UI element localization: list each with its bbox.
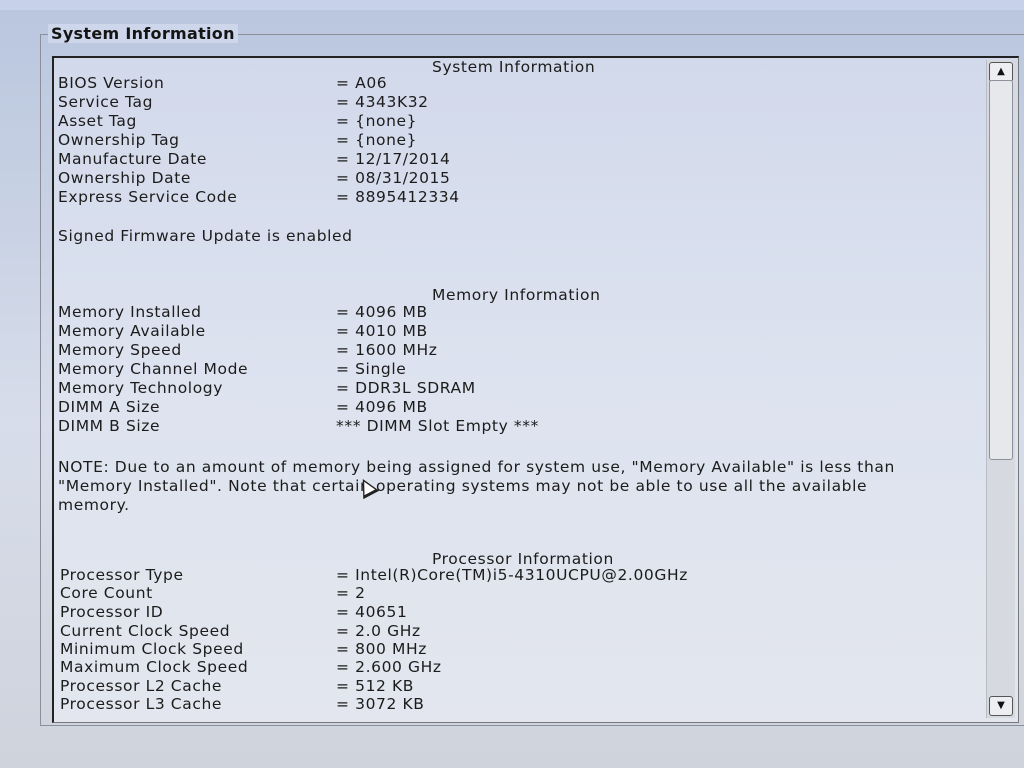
row-value: = 12/17/2014 (336, 150, 451, 168)
top-strip (0, 0, 1024, 10)
info-panel (52, 56, 1019, 723)
row-label: Ownership Tag (58, 131, 180, 149)
row-label: Memory Channel Mode (58, 360, 249, 378)
row-label: Memory Installed (58, 303, 202, 321)
processor-section-title: Processor Information (432, 550, 614, 568)
row-value: = 4343K32 (336, 93, 429, 111)
row-label: Service Tag (58, 93, 154, 111)
row-value: = 2.0 GHz (336, 622, 421, 640)
row-value: = 512 KB (336, 677, 415, 695)
row-label: Processor Type (60, 566, 184, 584)
row-label: Memory Technology (58, 379, 223, 397)
firmware-status: Signed Firmware Update is enabled (58, 227, 353, 245)
arrow-down-icon[interactable]: ▼ (989, 696, 1013, 716)
row-value: = 40651 (336, 603, 408, 621)
row-value: = 4096 MB (336, 398, 428, 416)
row-label: Asset Tag (58, 112, 137, 130)
row-value: = DDR3L SDRAM (336, 379, 476, 397)
row-label: BIOS Version (58, 74, 165, 92)
row-value: = Single (336, 360, 407, 378)
row-value: = 4010 MB (336, 322, 428, 340)
arrow-up-icon[interactable]: ▲ (989, 62, 1013, 82)
row-label: Processor L2 Cache (60, 677, 223, 695)
row-value: = 8895412334 (336, 188, 460, 206)
row-value: *** DIMM Slot Empty *** (336, 417, 539, 435)
row-value: = 800 MHz (336, 640, 427, 658)
row-value: = 3072 KB (336, 695, 425, 713)
row-label: Maximum Clock Speed (60, 658, 249, 676)
system-section-title: System Information (432, 58, 596, 76)
row-label: Memory Available (58, 322, 206, 340)
group-title: System Information (48, 24, 238, 43)
row-label: DIMM A Size (58, 398, 161, 416)
row-label: Core Count (60, 584, 153, 602)
row-value: = {none} (336, 112, 418, 130)
vertical-scrollbar[interactable] (986, 60, 1015, 718)
row-label: Minimum Clock Speed (60, 640, 244, 658)
row-value: = A06 (336, 74, 388, 92)
memory-note: NOTE: Due to an amount of memory being assigned for system use, "Memory Available" is less than "Memory Installed". Note that certain operating systems may not be able to use all the available memory. (58, 458, 895, 514)
row-label: Manufacture Date (58, 150, 208, 168)
row-value: = 2 (336, 584, 366, 602)
row-label: Ownership Date (58, 169, 192, 187)
row-label: Current Clock Speed (60, 622, 231, 640)
scroll-thumb[interactable] (989, 80, 1013, 460)
row-value: = 2.600 GHz (336, 658, 442, 676)
row-value: = 1600 MHz (336, 341, 438, 359)
row-value: = 4096 MB (336, 303, 428, 321)
row-label: Processor L3 Cache (60, 695, 223, 713)
row-label: Express Service Code (58, 188, 238, 206)
row-value: = 08/31/2015 (336, 169, 451, 187)
row-value: = {none} (336, 131, 418, 149)
row-label: Processor ID (60, 603, 164, 621)
memory-section-title: Memory Information (432, 286, 601, 304)
row-label: DIMM B Size (58, 417, 161, 435)
row-value: = Intel(R)Core(TM)i5-4310UCPU@2.00GHz (336, 566, 688, 584)
row-label: Memory Speed (58, 341, 182, 359)
